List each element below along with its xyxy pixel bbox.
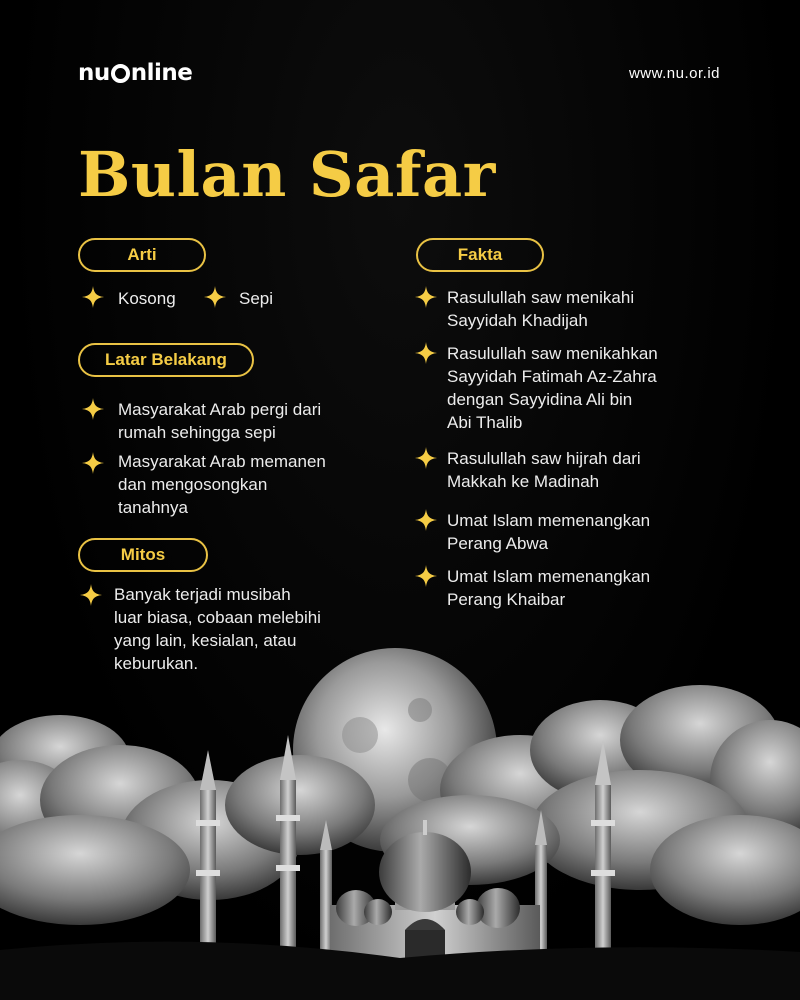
fakta-item-line: Perang Abwa	[447, 534, 549, 553]
sparkle-icon	[415, 286, 437, 308]
sparkle-icon	[82, 452, 104, 474]
nu-online-logo[interactable]	[78, 60, 192, 86]
latar-item-line: dan mengosongkan	[118, 475, 268, 494]
latar-item-line: Masyarakat Arab memanen	[118, 452, 326, 471]
sparkle-icon	[82, 286, 104, 308]
sparkle-icon	[415, 509, 437, 531]
sparkle-icon	[415, 342, 437, 364]
latar-item-line: tanahnya	[118, 498, 188, 517]
fakta-item-line: Umat Islam memenangkan	[447, 511, 651, 530]
fakta-item-line: Sayyidah Khadijah	[447, 311, 588, 330]
latar-item-line: Masyarakat Arab pergi dari	[118, 400, 322, 419]
mitos-item-line: Banyak terjadi musibah	[114, 585, 291, 604]
fakta-item-line: Rasulullah saw menikahkan	[447, 344, 658, 363]
fakta-item-line: Rasulullah saw menikahi	[447, 288, 635, 307]
logo-text-right: nline	[130, 60, 193, 86]
fakta-item-line: Rasulullah saw hijrah dari	[447, 449, 641, 468]
sparkle-icon	[415, 565, 437, 587]
website-link[interactable]: www.nu.or.id	[628, 65, 720, 82]
fakta-item	[447, 509, 650, 555]
section-label-fakta: Fakta	[416, 238, 544, 272]
fakta-item	[447, 342, 658, 434]
sparkle-icon	[80, 584, 102, 606]
sparkle-icon	[82, 398, 104, 420]
latar-item-line: rumah sehingga sepi	[118, 423, 276, 442]
latar-item	[118, 450, 326, 519]
fakta-item-line: Sayyidah Fatimah Az-Zahra	[447, 367, 657, 386]
sparkle-icon	[415, 447, 437, 469]
section-label-latar-belakang: Latar Belakang	[78, 343, 254, 377]
latar-item	[118, 398, 321, 444]
sparkle-icon	[204, 286, 226, 308]
fakta-item	[447, 447, 641, 493]
fakta-item-line: Abi Thalib	[447, 413, 523, 432]
fakta-item	[447, 286, 634, 332]
page-title: Bulan Safar	[78, 138, 496, 211]
fakta-item-line: Umat Islam memenangkan	[447, 567, 651, 586]
arti-item: Kosong	[118, 289, 176, 308]
section-label-mitos: Mitos	[78, 538, 208, 572]
fakta-item-line: dengan Sayyidina Ali bin	[447, 390, 633, 409]
fakta-item	[447, 565, 650, 611]
logo-ring-icon	[111, 64, 130, 83]
fakta-item-line: Perang Khaibar	[447, 590, 566, 609]
section-label-arti: Arti	[78, 238, 206, 272]
arti-item: Sepi	[239, 289, 274, 308]
logo-text-left: nu	[78, 60, 110, 86]
mitos-item-line: yang lain, kesialan, atau	[114, 631, 297, 650]
mosque-moon-illustration	[0, 640, 800, 1000]
mitos-item-line: luar biasa, cobaan melebihi	[114, 608, 321, 627]
fakta-item-line: Makkah ke Madinah	[447, 472, 600, 491]
mitos-item-line: keburukan.	[114, 654, 199, 673]
